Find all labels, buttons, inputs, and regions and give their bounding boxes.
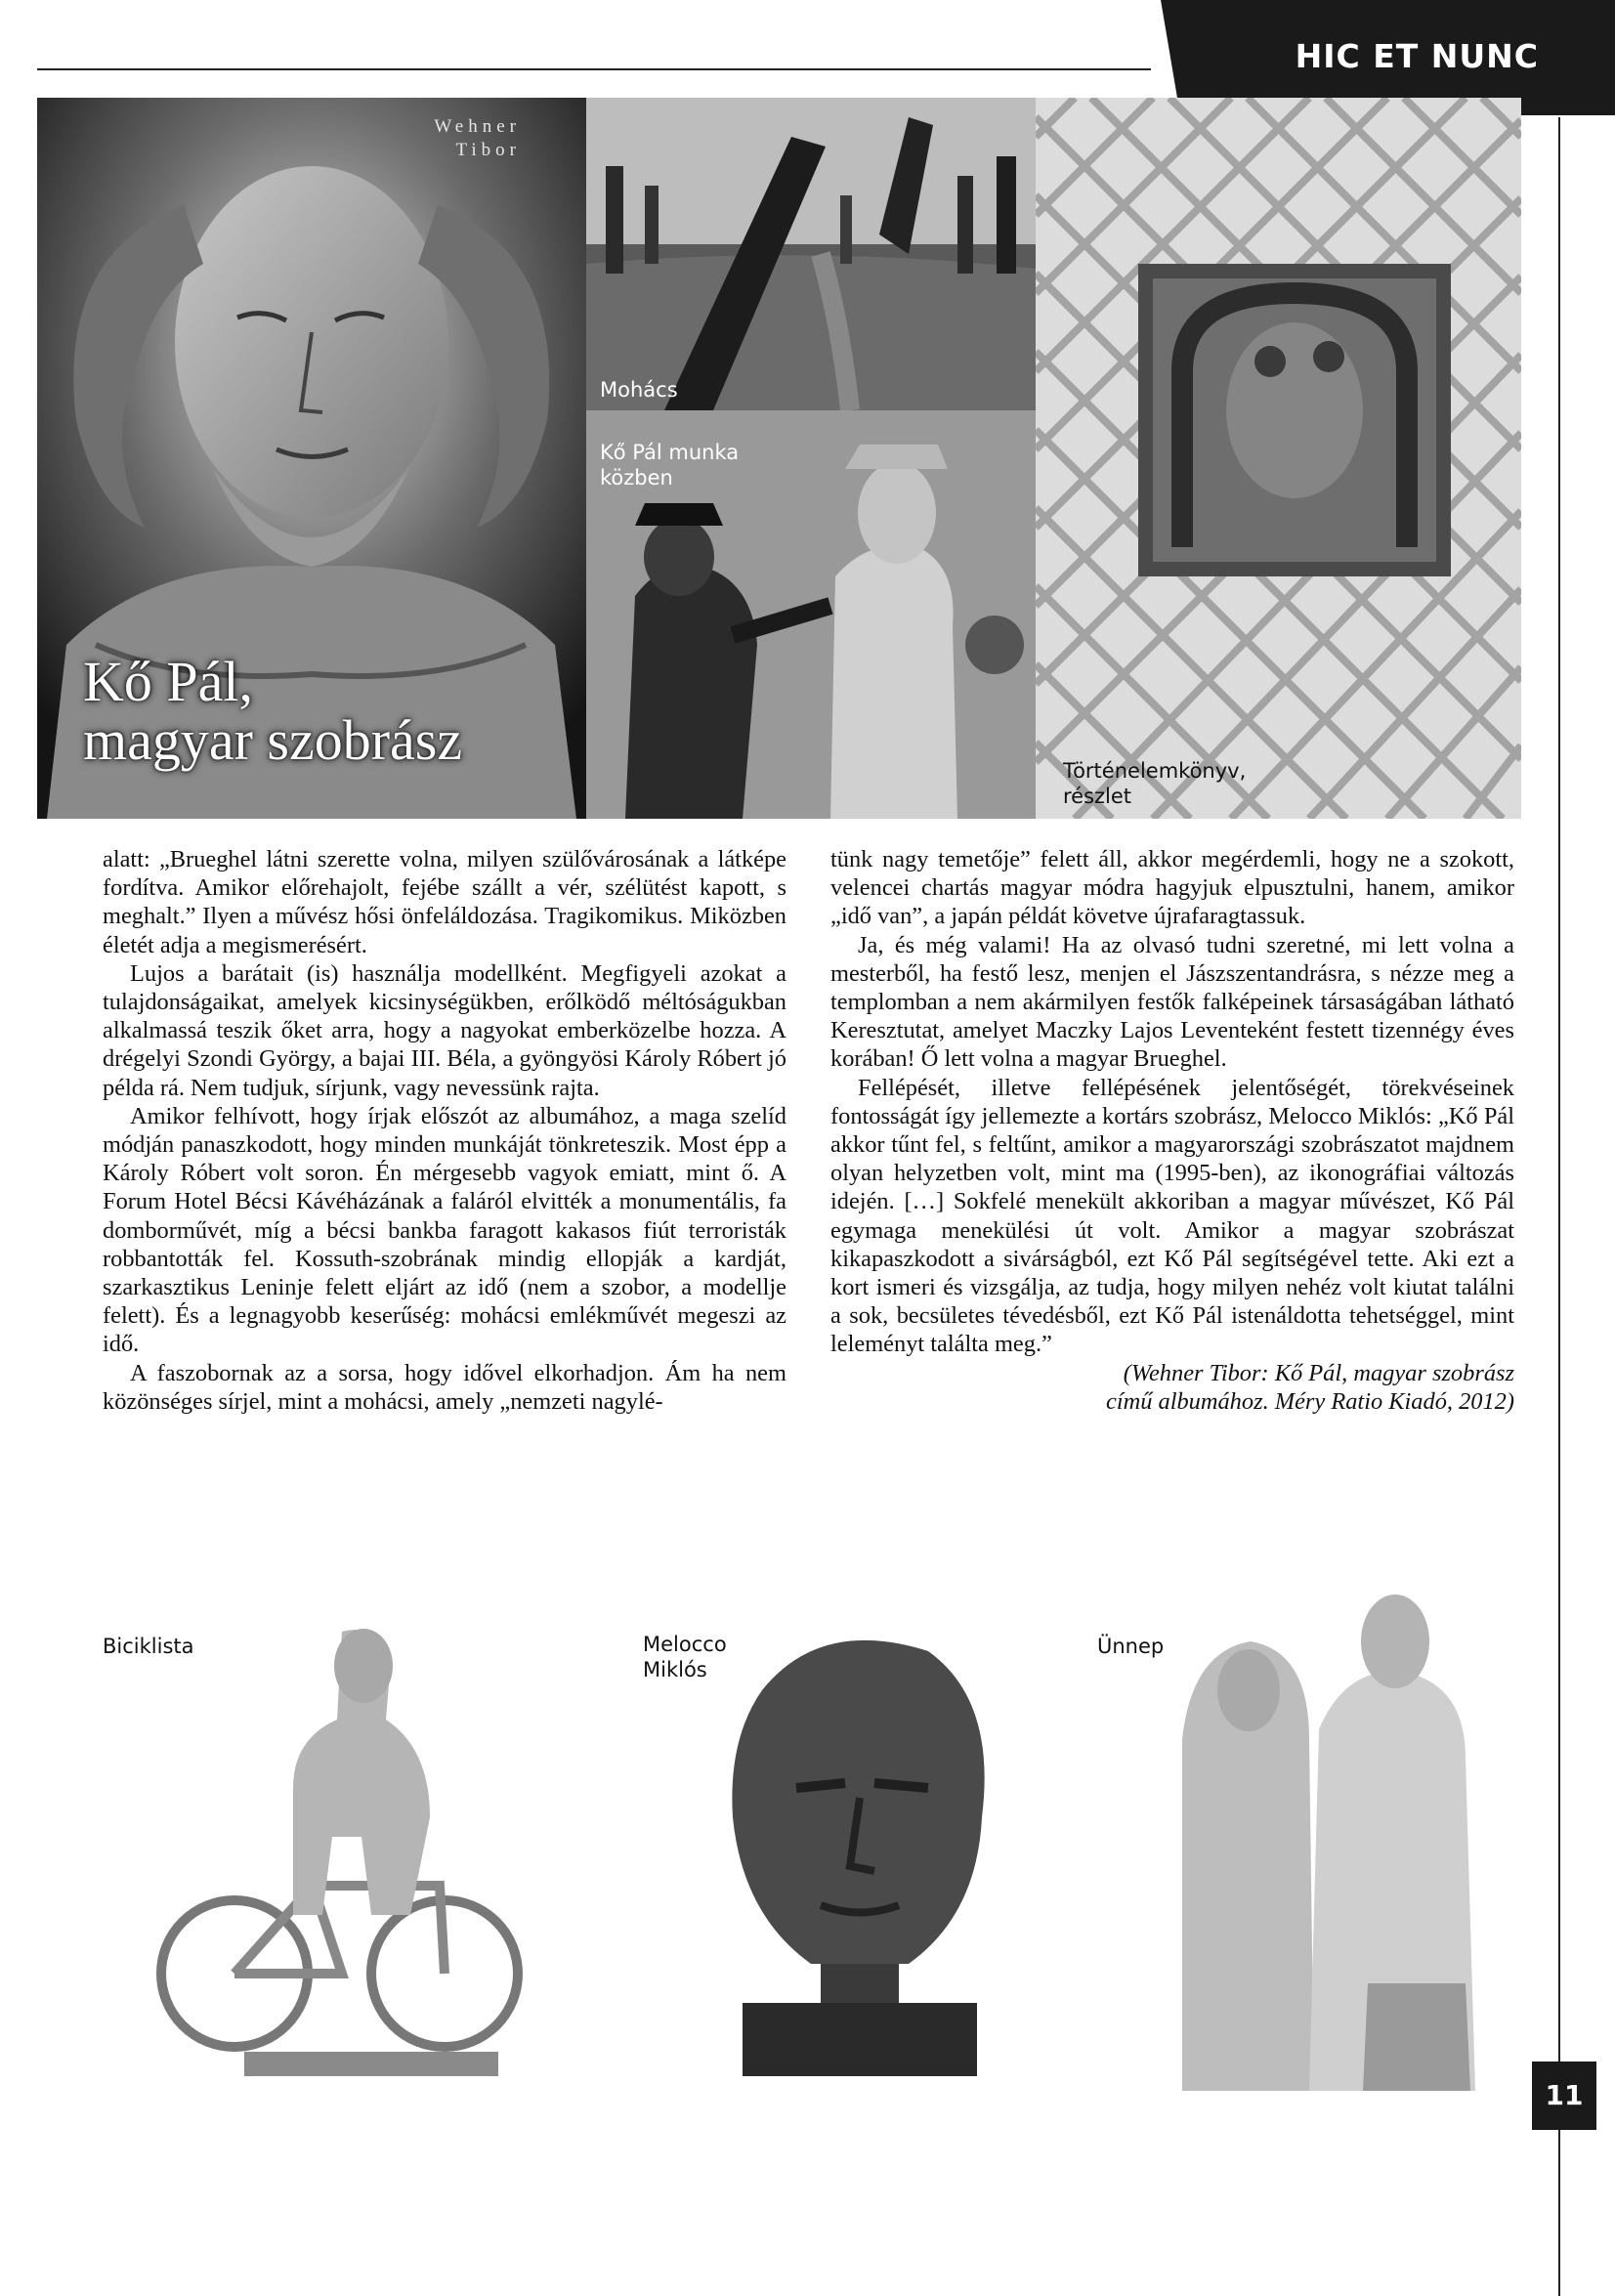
caption-mohacs: Mohács (600, 378, 678, 402)
cyclist-sculpture-photo (147, 1593, 547, 2081)
source-citation: (Wehner Tibor: Kő Pál, magyar szobrász című albumához. Méry Ratio Kiadó, 2012) (1106, 1359, 1514, 1415)
caption-melocco: Melocco Miklós (643, 1633, 727, 1681)
paragraph: Lujos a barátait (is) használja modellként. Megfigyeli azokat a tulajdonságaikat, amelyek kicsinységükben, erőlködő méltóságukban alkalmassá teszik őket arra, hogy a nagyokat emberközelbe hozza. A drégelyi Szondi György, a bajai III. Béla, a gyöngyösi Károly Róbert jó példa rá. Nem tudjuk, sírjunk, vagy nevessünk rajta. (103, 959, 786, 1101)
cover-author-last: Tibor (455, 140, 521, 160)
caption-working: Kő Pál munka közben (600, 441, 740, 489)
caption-history-book: Történelemkönyv, részlet (1063, 759, 1247, 808)
page-number: 11 (1545, 2079, 1584, 2111)
text-column-left (103, 845, 786, 1416)
frame-line (1558, 117, 1560, 2296)
section-header: HIC ET NUNC (1295, 37, 1539, 75)
paragraph: Fellépését, illetve fellépésének jelentőségét, törekvéseinek fontosságát így jellemezte a kortárs szobrász, Melocco Miklós: „Kő Pál akkor tűnt fel, s feltűnt, amikor a magyarországi szobrászatot majdnem olyan helyzetben volt, mint ma (1995-ben), az ikonográfiai változás idején. […] Sokfelé menekült akkoriban a magyar művészet, Kő Pál egymaga menekülési út volt. Amikor a magyar szobrászat kikapaszkodott a sivárságból, ezt Kő Pál segítségével tette. Aki ezt a kort ismeri és vizsgálja, az tudja, hogy milyen nehéz volt kiutat találni a sok, becsületes tévedésből, ezt Kő Pál istenáldotta tehetséggel, mint leleményt találta meg.” (830, 1074, 1514, 1358)
frame-line (37, 68, 1151, 70)
celebration-sculpture-photo (1153, 1583, 1495, 2091)
melocco-head-sculpture-photo (703, 1622, 1006, 2081)
caption-celebration: Ünnep (1097, 1635, 1165, 1658)
paragraph: alatt: „Brueghel látni szerette volna, milyen szülővárosának a látképe fordítva. Amikor előrehajolt, fejébe szállt a vér, szélütést kapott, s meghalt.” Ilyen a művész hősi önfeláldozása. Tragikomikus. Miközben életét adja a megismerésért. (103, 846, 786, 958)
text-column-right (830, 845, 1514, 1416)
caption-cyclist: Biciklista (103, 1635, 194, 1658)
mohacs-memorial-photo (586, 98, 1036, 410)
cover-author-first: Wehner (434, 116, 521, 137)
cover-title: Kő Pál, magyar szobrász (83, 650, 463, 772)
paragraph: Ja, és még valami! Ha az olvasó tudni szeretné, mi lett volna a mesterből, ha festő lesz, menjen el Jászszentandrásra, s nézze meg a templomban a nem akármilyen festők falképeinek társaságában látható Keresztutat, amelyet Maczky Lajos Leventeként festett tizennégy éves korában! Ő lett volna a magyar Brueghel. (830, 931, 1514, 1073)
paragraph: A faszobornak az a sorsa, hogy idővel elkorhadjon. Ám ha nem közönséges sírjel, mint a mohácsi, amely „nemzeti nagylé- (103, 1359, 786, 1415)
paragraph: tünk nagy temetője” felett áll, akkor megérdemli, hogy ne a szokott, velencei chartás magyar módra hagyjuk elpusztulni, hanem, amikor „idő van”, a japán példát követve újrafaragtassuk. (830, 846, 1514, 930)
history-book-relief-photo (1036, 98, 1521, 819)
paragraph: Amikor felhívott, hogy írjak előszót az albumához, a maga szelíd módján panaszkodott, hogy minden munkáját tönkreteszik. Most épp a Károly Róbert volt soron. Én mérgesebb vagyok emiatt, mint ő. A Forum Hotel Bécsi Kávéházának a faláról elvitték a monumentális, fa domborművét, míg a bécsi bankba faragott kakasos fiút terroristák robbantották fel. Kossuth-szobrának mindig ellopják a kardját, szarkasztikus Leninje felett eljárt az idő (nem a szobor, a modellje felett). És a legnagyobb keserűség: mohácsi emlékművét megeszi az idő. (103, 1102, 786, 1358)
